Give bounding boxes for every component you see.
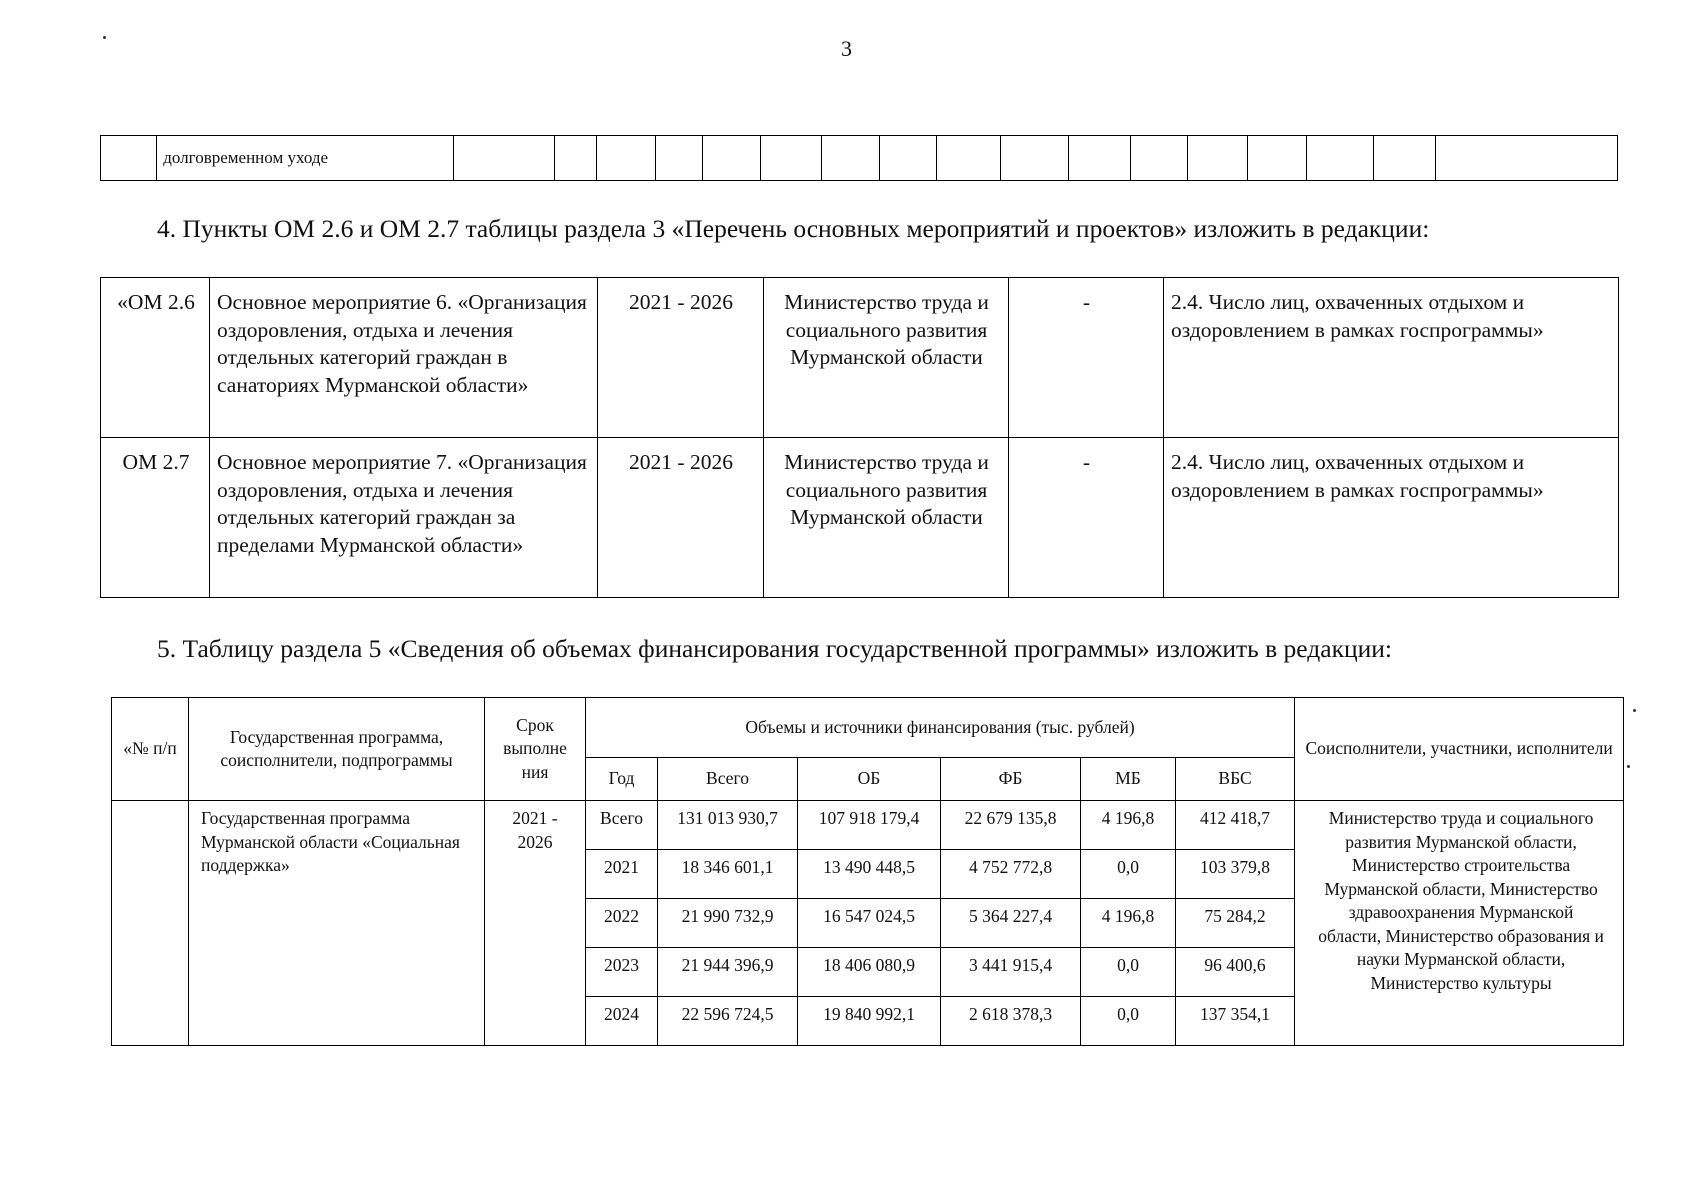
section-4-heading: 4. Пункты ОМ 2.6 и ОМ 2.7 таблицы раздела 3 «Перечень основных мероприятий и проектов» изложить в редакции: — [157, 214, 1430, 243]
total-cell: 18 346 601,1 — [658, 850, 798, 899]
fragment-cell — [1248, 136, 1307, 181]
fragment-cell — [822, 136, 879, 181]
vbs-cell: 103 379,8 — [1176, 850, 1295, 899]
fragment-cell — [555, 136, 597, 181]
total-cell: 22 596 724,5 — [658, 997, 798, 1046]
fragment-cell — [760, 136, 821, 181]
header-term: Срок выполне ния — [485, 698, 586, 801]
page-number: 3 — [841, 36, 852, 61]
fragment-cell — [702, 136, 760, 181]
header-funding: Объемы и источники финансирования (тыс. рублей) — [586, 698, 1295, 758]
mb-cell: 0,0 — [1081, 850, 1176, 899]
executors-list: Министерство труда и социального развития Мурманской области, Министерство строительства Мурманской области, Министерство здравоохранения Мурманской области, Министерство образования и науки Мурманской области, Министерство культуры — [1295, 801, 1624, 1046]
table-row — [112, 801, 1624, 850]
scan-speck — [1633, 709, 1636, 712]
measure-period: 2021 - 2026 — [598, 278, 764, 438]
scan-speck — [103, 36, 106, 39]
mb-cell: 0,0 — [1081, 948, 1176, 997]
header-total: Всего — [658, 758, 798, 801]
row-num-cell — [112, 801, 189, 1046]
fragment-cell — [1001, 136, 1069, 181]
program-name: Государственная программа Мурманской области «Социальная поддержка» — [189, 801, 485, 1046]
total-cell: 21 990 732,9 — [658, 899, 798, 948]
ob-cell: 13 490 448,5 — [798, 850, 941, 899]
vbs-cell: 96 400,6 — [1176, 948, 1295, 997]
header-fb: ФБ — [941, 758, 1081, 801]
fragment-cell — [1130, 136, 1187, 181]
fragment-cell — [1069, 136, 1130, 181]
table-row — [101, 438, 1619, 598]
year-cell: 2022 — [586, 899, 658, 948]
fragment-cell — [453, 136, 554, 181]
fragment-cell — [655, 136, 702, 181]
mb-cell: 4 196,8 — [1081, 899, 1176, 948]
financing-table — [111, 697, 1624, 1046]
measure-name: Основное мероприятие 7. «Организация оздоровления, отдыха и лечения отдельных категорий граждан за пределами Мурманской области» — [210, 438, 598, 598]
section-5-heading: 5. Таблицу раздела 5 «Сведения об объемах финансирования государственной программы» изложить в редакции: — [157, 634, 1392, 663]
measure-dash: - — [1009, 438, 1164, 598]
year-cell: 2023 — [586, 948, 658, 997]
fb-cell: 5 364 227,4 — [941, 899, 1081, 948]
header-vbs: ВБС — [1176, 758, 1295, 801]
total-cell: 131 013 930,7 — [658, 801, 798, 850]
vbs-cell: 75 284,2 — [1176, 899, 1295, 948]
fragment-cell — [1373, 136, 1435, 181]
mb-cell: 0,0 — [1081, 997, 1176, 1046]
header-ob: ОБ — [798, 758, 941, 801]
table-row — [101, 278, 1619, 438]
header-year: Год — [586, 758, 658, 801]
header-mb: МБ — [1081, 758, 1176, 801]
measure-code: ОМ 2.7 — [101, 438, 210, 598]
ob-cell: 107 918 179,4 — [798, 801, 941, 850]
fragment-cell — [597, 136, 655, 181]
year-cell: 2021 — [586, 850, 658, 899]
scan-speck — [1627, 765, 1630, 768]
measure-executor: Министерство труда и социального развития Мурманской области — [764, 278, 1009, 438]
measure-period: 2021 - 2026 — [598, 438, 764, 598]
fb-cell: 2 618 378,3 — [941, 997, 1081, 1046]
program-term: 2021 - 2026 — [485, 801, 586, 1046]
fragment-cell — [1187, 136, 1247, 181]
ob-cell: 19 840 992,1 — [798, 997, 941, 1046]
measure-executor: Министерство труда и социального развития Мурманской области — [764, 438, 1009, 598]
measure-name: Основное мероприятие 6. «Организация оздоровления, отдыха и лечения отдельных категорий граждан в санаториях Мурманской области» — [210, 278, 598, 438]
vbs-cell: 137 354,1 — [1176, 997, 1295, 1046]
fb-cell: 4 752 772,8 — [941, 850, 1081, 899]
year-cell: Всего — [586, 801, 658, 850]
measure-dash: - — [1009, 278, 1164, 438]
total-cell: 21 944 396,9 — [658, 948, 798, 997]
measures-table — [100, 277, 1619, 598]
fb-cell: 22 679 135,8 — [941, 801, 1081, 850]
measure-indicator: 2.4. Число лиц, охваченных отдыхом и оздоровлением в рамках госпрограммы» — [1164, 278, 1619, 438]
measure-indicator: 2.4. Число лиц, охваченных отдыхом и оздоровлением в рамках госпрограммы» — [1164, 438, 1619, 598]
header-executors: Соисполнители, участники, исполнители — [1295, 698, 1624, 801]
mb-cell: 4 196,8 — [1081, 801, 1176, 850]
fragment-text: долговременном уходе — [157, 136, 453, 181]
header-program: Государственная программа, соисполнители, подпрограммы — [189, 698, 485, 801]
fragment-cell — [1307, 136, 1373, 181]
fragment-cell — [936, 136, 1000, 181]
fragment-cell — [1436, 136, 1618, 181]
measure-code: «ОМ 2.6 — [101, 278, 210, 438]
fb-cell: 3 441 915,4 — [941, 948, 1081, 997]
fragment-cell — [101, 136, 157, 181]
year-cell: 2024 — [586, 997, 658, 1046]
ob-cell: 16 547 024,5 — [798, 899, 941, 948]
fragment-cell — [879, 136, 936, 181]
ob-cell: 18 406 080,9 — [798, 948, 941, 997]
fragment-table — [100, 135, 1618, 181]
vbs-cell: 412 418,7 — [1176, 801, 1295, 850]
header-num: «№ п/п — [112, 698, 189, 801]
